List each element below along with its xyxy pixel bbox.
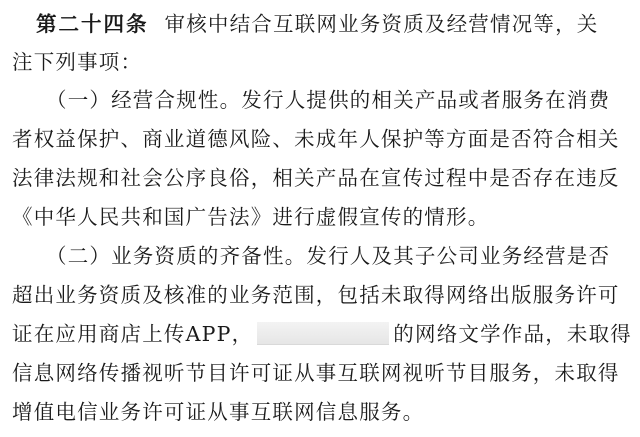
section2-line-1: （二）业务资质的齐备性。发行人及其子公司业务经营是否 (46, 244, 611, 268)
section1-line-2: 者权益保护、商业道德风险、未成年人保护等方面是否符合相关 (12, 127, 620, 151)
section1-line-1: （一）经营合规性。发行人提供的相关产品或者服务在消费 (46, 88, 611, 112)
section1-line-4: 《中华人民共和国广告法》进行虚假宣传的情形。 (12, 205, 490, 229)
redacted-block (257, 322, 389, 345)
article-heading: 第二十四条 (36, 12, 149, 36)
article-intro-line-2: 注下列事项： (12, 50, 143, 74)
section2-line-5: 增值电信业务许可证从事互联网信息服务。 (12, 400, 425, 424)
section1-line-3: 法律法规和社会公序良俗，相关产品在宣传过程中是否存在违反 (12, 166, 620, 190)
section2-line-3 (12, 314, 640, 354)
article-intro-text: 审核中结合互联网业务资质及经营情况等，关 (164, 12, 599, 36)
section2-line-3-before: 证在应用商店上传APP， (12, 322, 254, 346)
section2-line-3-after: 的网络文学作品，未取得 (393, 322, 632, 346)
section2-line-4: 信息网络传播视听节目许可证从事互联网视听节目服务，未取得 (12, 361, 620, 385)
section2-line-2: 超出业务资质及核准的业务范围，包括未取得网络出版服务许可 (12, 283, 620, 307)
article-intro-line-1 (0, 4, 640, 44)
